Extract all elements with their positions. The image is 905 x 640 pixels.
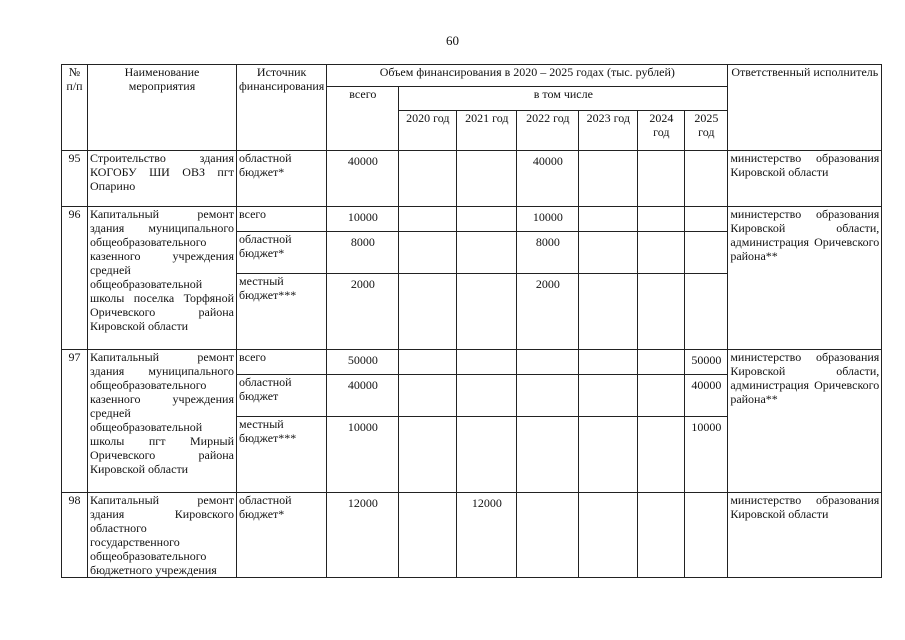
amount-year (399, 493, 457, 578)
amount-year (517, 375, 579, 417)
amount-year (399, 417, 457, 493)
table-row (62, 493, 882, 578)
amount-year: 40000 (517, 151, 579, 207)
responsible-executor: министерство образования Кировской области, администрация Оричевского района** (728, 350, 882, 493)
amount-year (457, 274, 517, 350)
funding-source: местный бюджет*** (237, 274, 327, 350)
amount-year: 40000 (685, 375, 728, 417)
table-row (62, 350, 882, 375)
page-number: 60 (446, 33, 459, 48)
table-row (62, 207, 882, 232)
amount-year (685, 493, 728, 578)
responsible-executor: министерство образования Кировской области, администрация Оричевского района** (728, 207, 882, 350)
amount-year: 2000 (517, 274, 579, 350)
amount-year (579, 207, 638, 232)
row-number: 98 (62, 493, 88, 578)
amount-year (457, 350, 517, 375)
amount-year (579, 375, 638, 417)
amount-year (638, 151, 685, 207)
header-responsible: Ответственный исполнитель (728, 65, 882, 151)
header-year: 2022 год (517, 111, 579, 151)
row-number: 97 (62, 350, 88, 493)
amount-year (399, 350, 457, 375)
responsible-executor: министерство образования Кировской области (728, 493, 882, 578)
measure-name: Капитальный ремонт здания муниципального общеобразовательного казенного учреждения средней общеобразовательной школы пгт Мирный Оричевского района Кировской области (88, 350, 237, 493)
header-source: Источник финансирования (237, 65, 327, 151)
funding-source: всего (237, 350, 327, 375)
amount-total: 12000 (327, 493, 399, 578)
funding-source: областной бюджет* (237, 232, 327, 274)
amount-year (457, 151, 517, 207)
funding-source: областной бюджет (237, 375, 327, 417)
measure-name: Строительство здания КОГОБУ ШИ ОВЗ пгт Опарино (88, 151, 237, 207)
header-year: 2020 год (399, 111, 457, 151)
header-volume: Объем финансирования в 2020 – 2025 годах (тыс. рублей) (327, 65, 728, 87)
amount-total: 8000 (327, 232, 399, 274)
financing-table (61, 64, 882, 578)
amount-year (457, 232, 517, 274)
header-year: 2023 год (579, 111, 638, 151)
header-total: всего (327, 87, 399, 151)
header-year: 2024 год (638, 111, 685, 151)
header-year: 2021 год (457, 111, 517, 151)
amount-year (579, 151, 638, 207)
amount-year (579, 274, 638, 350)
amount-total: 50000 (327, 350, 399, 375)
amount-year (517, 350, 579, 375)
amount-total: 10000 (327, 417, 399, 493)
amount-year (517, 417, 579, 493)
funding-source: областной бюджет* (237, 493, 327, 578)
amount-total: 40000 (327, 151, 399, 207)
amount-year (579, 417, 638, 493)
amount-year (685, 151, 728, 207)
header-year: 2025 год (685, 111, 728, 151)
header-num: № п/п (62, 65, 88, 151)
table-body (62, 151, 882, 578)
amount-year: 8000 (517, 232, 579, 274)
amount-year (638, 375, 685, 417)
amount-year (638, 274, 685, 350)
amount-year (399, 375, 457, 417)
measure-name: Капитальный ремонт здания муниципального общеобразовательного казенного учреждения средней общеобразовательной школы поселка Торфяной Оричевского района Кировской области (88, 207, 237, 350)
measure-name: Капитальный ремонт здания Кировского областного государственного общеобразовательного бюджетного учреждения (88, 493, 237, 578)
amount-year (579, 493, 638, 578)
funding-source: всего (237, 207, 327, 232)
amount-year (457, 417, 517, 493)
amount-total: 40000 (327, 375, 399, 417)
table-header (62, 65, 882, 151)
amount-total: 2000 (327, 274, 399, 350)
amount-year (638, 350, 685, 375)
amount-year (399, 151, 457, 207)
amount-year (399, 274, 457, 350)
amount-year: 10000 (517, 207, 579, 232)
amount-year (685, 207, 728, 232)
amount-year (579, 232, 638, 274)
amount-year (457, 375, 517, 417)
amount-year (685, 232, 728, 274)
amount-year (638, 232, 685, 274)
header-name: Наименование мероприятия (88, 65, 237, 151)
amount-year (638, 207, 685, 232)
amount-year (638, 493, 685, 578)
amount-year (399, 207, 457, 232)
amount-year (579, 350, 638, 375)
funding-source: областной бюджет* (237, 151, 327, 207)
responsible-executor: министерство образования Кировской области (728, 151, 882, 207)
amount-year: 50000 (685, 350, 728, 375)
table-row (62, 151, 882, 207)
funding-source: местный бюджет*** (237, 417, 327, 493)
row-number: 96 (62, 207, 88, 350)
amount-year: 10000 (685, 417, 728, 493)
amount-year (517, 493, 579, 578)
amount-year (685, 274, 728, 350)
amount-year (399, 232, 457, 274)
amount-year (457, 207, 517, 232)
amount-year (638, 417, 685, 493)
amount-total: 10000 (327, 207, 399, 232)
row-number: 95 (62, 151, 88, 207)
amount-year: 12000 (457, 493, 517, 578)
header-including: в том числе (399, 87, 728, 111)
